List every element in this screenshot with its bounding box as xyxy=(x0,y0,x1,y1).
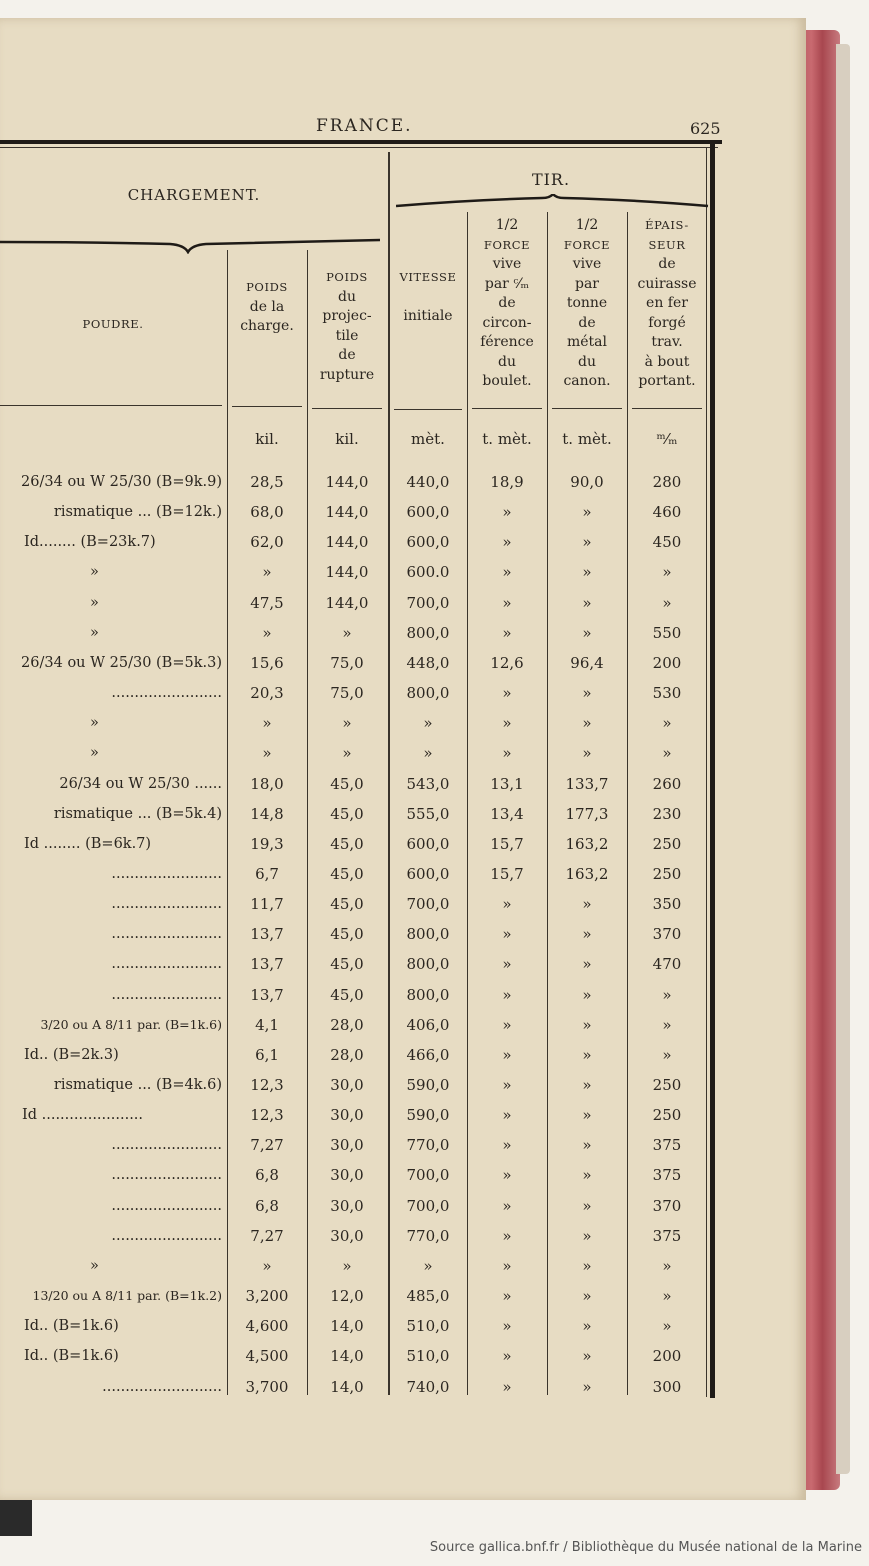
col-force-circonference-cell: » xyxy=(502,1076,512,1094)
col-poids-projectile-header-line: rupture xyxy=(319,366,375,383)
col-poids-charge-cell: 6,8 xyxy=(255,1196,279,1215)
col-vitesse-cell: 543,0 xyxy=(406,774,450,793)
col-poids-charge-cell: 12,3 xyxy=(250,1076,284,1094)
col-poids-projectile-header-line: projec- xyxy=(322,308,372,324)
table-right-frame-thin xyxy=(706,147,707,1397)
col-poudre-cell: 26/34 ou W 25/30 ...... xyxy=(59,775,222,792)
col-force-tonne-cell: » xyxy=(582,1015,592,1034)
col-vitesse-cell: 700,0 xyxy=(406,1196,450,1215)
col-vitesse-cell: 600,0 xyxy=(406,533,450,552)
header-underline xyxy=(472,408,542,409)
col-force-tonne-cell: 177,3 xyxy=(565,804,609,823)
col-vitesse-cell: 590,0 xyxy=(406,1106,450,1125)
group-header-chargement: CHARGEMENT. xyxy=(127,186,261,204)
unit-label: ᵐ⁄ₘ xyxy=(656,430,678,448)
col-poudre-cell: ........................ xyxy=(111,1137,222,1154)
col-poudre-cell: 13/20 ou A 8/11 par. (B=1k.2) xyxy=(32,1288,222,1304)
col-poudre-cell: Id........ (B=23k.7) xyxy=(24,534,156,551)
col-vitesse-cell: 600,0 xyxy=(406,834,450,853)
col-vitesse-cell: 800,0 xyxy=(406,955,450,974)
col-vitesse-cell: » xyxy=(423,714,433,733)
col-force-circonference-cell: » xyxy=(502,985,512,1004)
col-poids-projectile-cell: 30,0 xyxy=(330,1226,364,1245)
col-poids-projectile-header-line: tile xyxy=(335,327,359,344)
col-force-circonference-cell: » xyxy=(502,1136,512,1155)
table-top-rule xyxy=(0,140,722,144)
col-poudre-cell: » xyxy=(90,564,99,581)
col-poids-charge-header-line: POIDS xyxy=(246,280,288,294)
col-force-circonference-cell: » xyxy=(502,1287,512,1306)
col-vitesse-cell: 800,0 xyxy=(406,623,450,642)
col-epaisseur-cell: 300 xyxy=(652,1377,682,1396)
col-force-circonference-cell: » xyxy=(502,1347,512,1366)
col-poids-projectile-cell: 30,0 xyxy=(330,1136,364,1155)
col-force-circonference-header-line: vive xyxy=(492,256,522,272)
col-epaisseur-cell: » xyxy=(662,1287,672,1306)
col-epaisseur-header-line: de xyxy=(658,256,676,272)
col-force-circonference-cell: 15,7 xyxy=(490,834,524,853)
col-force-circonference-cell: 12,6 xyxy=(490,653,524,672)
col-epaisseur-cell: 230 xyxy=(652,804,682,823)
col-vitesse-cell: 800,0 xyxy=(406,985,450,1004)
col-vitesse-cell: 700,0 xyxy=(406,895,450,914)
col-force-tonne-cell: » xyxy=(582,985,592,1004)
col-poids-projectile-cell: 144,0 xyxy=(325,473,369,491)
col-epaisseur-cell: » xyxy=(662,1317,672,1336)
col-poudre-cell: Id ...................... xyxy=(22,1107,144,1124)
col-vitesse-cell: 700,0 xyxy=(406,593,450,612)
col-force-tonne-cell: » xyxy=(582,1317,592,1336)
col-poids-projectile-cell: » xyxy=(342,744,352,763)
col-epaisseur-header-line: portant. xyxy=(638,373,696,389)
header-underline xyxy=(312,408,382,409)
table-top-rule-thin xyxy=(0,147,718,148)
col-poudre-cell: » xyxy=(90,715,99,732)
col-force-circonference-cell: 13,4 xyxy=(490,804,524,823)
header-underline xyxy=(632,408,702,409)
col-vitesse-header-line: VITESSE xyxy=(399,270,457,284)
col-poids-projectile-cell: 14,0 xyxy=(330,1317,364,1336)
col-epaisseur-cell: 370 xyxy=(652,1196,682,1215)
col-poudre-cell: ........................ xyxy=(111,685,222,702)
col-poids-projectile-cell: 45,0 xyxy=(330,985,364,1004)
col-poids-charge-cell: 28,5 xyxy=(250,473,284,491)
col-poudre-cell: rismatique ... (B=5k.4) xyxy=(53,805,222,822)
col-force-circonference-header-line: 1/2 xyxy=(495,217,519,233)
col-force-circonference-cell: 18,9 xyxy=(490,473,524,491)
col-force-circonference-cell: » xyxy=(502,714,512,733)
col-poids-projectile-cell: 45,0 xyxy=(330,925,364,944)
col-force-circonference-cell: » xyxy=(502,1166,512,1185)
col-poudre-cell: ........................ xyxy=(111,865,222,882)
col-poids-charge-cell: 7,27 xyxy=(250,1136,284,1155)
col-poids-projectile-cell: 14,0 xyxy=(330,1377,364,1396)
col-force-tonne-cell: » xyxy=(582,714,592,733)
running-head: FRANCE. xyxy=(316,116,413,136)
col-epaisseur-cell: 250 xyxy=(652,1076,682,1094)
col-poudre-cell: Id.. (B=1k.6) xyxy=(24,1318,119,1335)
col-epaisseur-cell: » xyxy=(662,744,672,763)
col-poudre-cell: Id.. (B=2k.3) xyxy=(24,1046,119,1063)
col-poids-projectile-cell: 28,0 xyxy=(330,1015,364,1034)
col-vitesse-cell: 406,0 xyxy=(406,1015,450,1034)
col-poids-projectile-cell: » xyxy=(342,714,352,733)
col-force-circonference-cell: » xyxy=(502,533,512,552)
col-epaisseur-cell: » xyxy=(662,1015,672,1034)
col-poids-charge-cell: 15,6 xyxy=(250,653,284,672)
col-epaisseur-header-line: forgé xyxy=(648,314,686,331)
col-force-circonference-cell: » xyxy=(502,895,512,914)
col-poudre-cell: ........................ xyxy=(111,986,222,1003)
col-poudre-header xyxy=(0,315,226,335)
col-vitesse-header xyxy=(390,268,466,327)
col-poudre-cell: 26/34 ou W 25/30 (B=5k.3) xyxy=(21,654,222,671)
col-force-tonne-cell: » xyxy=(582,1226,592,1245)
col-epaisseur-cell: » xyxy=(662,714,672,733)
col-force-tonne-header-line: de xyxy=(578,314,596,331)
col-force-circonference-cell: » xyxy=(502,1196,512,1215)
col-poids-charge-cell: 6,8 xyxy=(255,1166,279,1185)
source-footer: Source gallica.bnf.fr / Bibliothèque du Musée national de la Marine xyxy=(429,1540,862,1555)
col-epaisseur-cell: 460 xyxy=(652,503,682,522)
brace-tir xyxy=(396,194,710,214)
col-vitesse-header-line: initiale xyxy=(403,308,453,324)
unit-label: t. mèt. xyxy=(482,430,532,448)
col-poids-charge-cell: » xyxy=(262,1256,272,1275)
col-poids-charge-header-line: de la xyxy=(249,298,285,315)
unit-label: kil. xyxy=(255,430,279,448)
col-epaisseur-header-line: ÉPAIS- xyxy=(645,218,689,232)
col-poids-charge-cell: 7,27 xyxy=(250,1226,284,1245)
col-force-circonference-cell: » xyxy=(502,503,512,522)
col-force-circonference-cell: » xyxy=(502,744,512,763)
col-epaisseur-header-line: à bout xyxy=(644,353,690,370)
col-poids-projectile-header-line: de xyxy=(338,347,356,363)
col-force-circonference-cell: » xyxy=(502,1377,512,1396)
col-poids-charge-cell: 13,7 xyxy=(250,985,284,1004)
col-force-circonference-cell: » xyxy=(502,1106,512,1125)
col-force-tonne-cell: » xyxy=(582,895,592,914)
col-poids-charge-header xyxy=(228,278,306,337)
col-epaisseur-cell: 375 xyxy=(652,1136,682,1155)
col-vitesse-cell: 510,0 xyxy=(406,1317,450,1336)
col-poudre-cell: ........................ xyxy=(111,1227,222,1244)
col-force-circonference-cell: » xyxy=(502,684,512,703)
col-poids-projectile-cell: 144,0 xyxy=(325,563,369,582)
col-poids-projectile-cell: 45,0 xyxy=(330,895,364,914)
col-poids-projectile-cell: 144,0 xyxy=(325,593,369,612)
col-epaisseur-cell: » xyxy=(662,985,672,1004)
col-epaisseur-cell: 375 xyxy=(652,1166,682,1185)
col-vitesse-header-line xyxy=(390,288,466,308)
col-vitesse-cell: 510,0 xyxy=(406,1347,450,1366)
col-force-tonne-header-line: FORCE xyxy=(563,237,611,252)
page-number: 625 xyxy=(690,119,721,138)
col-poids-charge-cell: 20,3 xyxy=(250,684,284,703)
col-poids-charge-cell: » xyxy=(262,744,272,763)
col-epaisseur-header-line: en fer xyxy=(646,295,688,311)
col-vitesse-cell: 555,0 xyxy=(406,804,450,823)
col-epaisseur-cell: » xyxy=(662,593,672,612)
col-poids-projectile-cell: 45,0 xyxy=(330,834,364,853)
unit-label: kil. xyxy=(335,430,359,448)
col-force-tonne-header xyxy=(548,216,626,392)
col-force-circonference-header-line: par ᶜ⁄ₘ xyxy=(484,275,530,292)
table-right-frame xyxy=(710,140,715,1398)
col-vitesse-cell: 770,0 xyxy=(406,1136,450,1155)
col-poudre-cell: .......................... xyxy=(102,1378,222,1395)
col-force-tonne-header-line: du xyxy=(578,353,596,370)
col-poids-charge-cell: 13,7 xyxy=(250,955,284,974)
col-poids-projectile-cell: 28,0 xyxy=(330,1045,364,1064)
col-poids-charge-cell: 12,3 xyxy=(250,1106,284,1125)
col-force-tonne-cell: » xyxy=(582,563,592,582)
col-force-circonference-cell: » xyxy=(502,623,512,642)
col-vitesse-cell: 448,0 xyxy=(406,653,450,672)
col-force-circonference-cell: » xyxy=(502,1015,512,1034)
col-force-tonne-cell: » xyxy=(582,1076,592,1094)
col-vitesse-cell: 600.0 xyxy=(406,563,450,582)
col-poudre-cell: » xyxy=(90,745,99,762)
col-force-tonne-cell: » xyxy=(582,503,592,522)
col-poids-charge-cell: 4,600 xyxy=(245,1317,289,1336)
col-poids-charge-cell: » xyxy=(262,623,272,642)
col-poids-projectile-header-line: POIDS xyxy=(326,270,368,284)
col-epaisseur-cell: 375 xyxy=(652,1226,682,1245)
col-force-tonne-cell: » xyxy=(582,744,592,763)
col-poids-charge-cell: 47,5 xyxy=(250,593,284,612)
col-force-circonference-cell: 15,7 xyxy=(490,864,524,883)
col-force-tonne-cell: 90,0 xyxy=(570,473,604,491)
col-poids-charge-cell: 11,7 xyxy=(250,895,284,914)
col-poids-projectile-cell: 75,0 xyxy=(330,684,364,703)
col-poids-charge-cell: 14,8 xyxy=(250,804,284,823)
col-poids-charge-cell: 18,0 xyxy=(250,774,284,793)
col-poids-charge-cell: 3,700 xyxy=(245,1377,289,1396)
col-epaisseur-cell: » xyxy=(662,1256,672,1275)
col-force-circonference-header-line: boulet. xyxy=(482,373,532,389)
col-force-circonference-cell: » xyxy=(502,593,512,612)
col-poids-projectile-cell: 45,0 xyxy=(330,864,364,883)
col-epaisseur-cell: 250 xyxy=(652,864,682,883)
header-underline xyxy=(232,406,302,407)
col-vitesse-cell: 485,0 xyxy=(406,1287,450,1306)
header-underline xyxy=(0,405,222,406)
col-poids-projectile-header-line: du xyxy=(338,288,356,305)
col-poudre-cell: » xyxy=(90,624,99,641)
col-vitesse-cell: 800,0 xyxy=(406,684,450,703)
col-epaisseur-header-line: trav. xyxy=(651,334,683,350)
col-force-tonne-cell: 133,7 xyxy=(565,774,609,793)
col-force-tonne-cell: » xyxy=(582,1045,592,1064)
col-poids-charge-cell: 13,7 xyxy=(250,925,284,944)
col-epaisseur-cell: 370 xyxy=(652,925,682,944)
col-force-circonference-header-line: FORCE xyxy=(483,237,531,252)
col-poids-projectile-cell: 12,0 xyxy=(330,1287,364,1306)
col-epaisseur-cell: 550 xyxy=(652,623,682,642)
col-force-tonne-cell: » xyxy=(582,623,592,642)
col-force-circonference-header xyxy=(468,216,546,392)
col-force-tonne-cell: » xyxy=(582,1166,592,1185)
col-poids-projectile-cell: 30,0 xyxy=(330,1166,364,1185)
col-poids-projectile-cell: 144,0 xyxy=(325,503,369,522)
col-vitesse-cell: 770,0 xyxy=(406,1226,450,1245)
col-poids-charge-cell: 6,7 xyxy=(255,864,279,883)
col-vitesse-cell: 600,0 xyxy=(406,864,450,883)
col-poudre-cell: ........................ xyxy=(111,1197,222,1214)
col-poids-projectile-cell: 14,0 xyxy=(330,1347,364,1366)
col-epaisseur-cell: 470 xyxy=(652,955,682,974)
col-epaisseur-cell: 280 xyxy=(652,473,682,491)
col-poids-projectile-cell: » xyxy=(342,623,352,642)
col-poudre-cell: Id.. (B=1k.6) xyxy=(24,1348,119,1365)
col-epaisseur-header xyxy=(628,216,706,392)
col-force-tonne-header-line: métal xyxy=(566,334,607,350)
col-poids-charge-cell: 4,500 xyxy=(245,1347,289,1366)
col-force-circonference-cell: » xyxy=(502,1256,512,1275)
col-epaisseur-cell: 200 xyxy=(652,1347,682,1366)
col-poids-charge-cell: 62,0 xyxy=(250,533,284,552)
col-force-tonne-cell: » xyxy=(582,1347,592,1366)
col-epaisseur-cell: » xyxy=(662,563,672,582)
col-force-tonne-cell: » xyxy=(582,1377,592,1396)
col-poudre-cell: » xyxy=(90,1257,99,1274)
col-force-circonference-header-line: de xyxy=(498,295,516,311)
col-poudre-cell: ........................ xyxy=(111,956,222,973)
col-force-tonne-cell: 163,2 xyxy=(565,864,609,883)
col-force-tonne-header-line: tonne xyxy=(566,295,608,311)
col-force-tonne-header-line: vive xyxy=(572,256,602,272)
col-force-tonne-cell: » xyxy=(582,593,592,612)
col-force-tonne-cell: 163,2 xyxy=(565,834,609,853)
col-poids-charge-cell: 4,1 xyxy=(255,1015,279,1034)
header-underline xyxy=(552,408,622,409)
col-epaisseur-cell: 250 xyxy=(652,1106,682,1125)
col-epaisseur-header-line: cuirasse xyxy=(637,275,697,292)
col-force-circonference-cell: » xyxy=(502,955,512,974)
col-force-tonne-cell: » xyxy=(582,1256,592,1275)
col-poudre-cell: 3/20 ou A 8/11 par. (B=1k.6) xyxy=(40,1016,222,1032)
col-poids-projectile-cell: 45,0 xyxy=(330,955,364,974)
col-poids-charge-cell: » xyxy=(262,563,272,582)
col-poids-projectile-cell: 45,0 xyxy=(330,804,364,823)
col-poudre-cell: ........................ xyxy=(111,926,222,943)
col-poids-charge-cell: 68,0 xyxy=(250,503,284,522)
col-poudre-cell: » xyxy=(90,594,99,611)
col-poudre-cell: 26/34 ou W 25/30 (B=9k.9) xyxy=(21,474,222,490)
col-epaisseur-cell: 260 xyxy=(652,774,682,793)
col-poudre-cell: rismatique ... (B=4k.6) xyxy=(53,1077,222,1093)
col-epaisseur-cell: 530 xyxy=(652,684,682,703)
group-header-tir: TIR. xyxy=(531,170,571,189)
unit-label: mèt. xyxy=(411,430,445,448)
col-poids-charge-header-line: charge. xyxy=(240,318,294,334)
col-vitesse-cell: » xyxy=(423,744,433,763)
col-vitesse-cell: 600,0 xyxy=(406,503,450,522)
col-force-circonference-cell: » xyxy=(502,1045,512,1064)
col-force-circonference-cell: 13,1 xyxy=(490,774,524,793)
col-epaisseur-cell: » xyxy=(662,1045,672,1064)
col-poudre-cell: ........................ xyxy=(111,1167,222,1184)
brace-chargement xyxy=(0,230,388,254)
col-force-circonference-cell: » xyxy=(502,1226,512,1245)
col-force-tonne-cell: » xyxy=(582,1136,592,1155)
col-force-tonne-cell: » xyxy=(582,1106,592,1125)
col-poids-projectile-cell: 45,0 xyxy=(330,774,364,793)
col-vitesse-cell: 800,0 xyxy=(406,925,450,944)
col-epaisseur-cell: 350 xyxy=(652,895,682,914)
col-poids-projectile-header xyxy=(308,268,386,385)
col-force-tonne-header-line: par xyxy=(574,275,599,292)
col-poids-charge-cell: » xyxy=(262,714,272,733)
col-force-tonne-cell: » xyxy=(582,955,592,974)
col-poids-projectile-cell: 144,0 xyxy=(325,533,369,552)
col-vitesse-cell: 740,0 xyxy=(406,1377,450,1396)
col-force-circonference-header-line: du xyxy=(498,353,516,370)
col-force-circonference-cell: » xyxy=(502,925,512,944)
col-vitesse-cell: 590,0 xyxy=(406,1076,450,1094)
header-underline xyxy=(394,409,462,410)
col-poudre-header-line: POUDRE. xyxy=(82,317,144,331)
col-poudre-cell: ........................ xyxy=(111,896,222,913)
col-force-tonne-header-line: canon. xyxy=(563,373,611,389)
col-poids-projectile-cell: 75,0 xyxy=(330,653,364,672)
col-poids-projectile-cell: » xyxy=(342,1256,352,1275)
col-poids-charge-cell: 6,1 xyxy=(255,1045,279,1064)
col-poudre-cell: rismatique ... (B=12k.) xyxy=(53,504,222,521)
col-poids-charge-cell: 19,3 xyxy=(250,834,284,853)
col-vitesse-cell: 466,0 xyxy=(406,1045,450,1064)
col-force-tonne-cell: » xyxy=(582,533,592,552)
col-vitesse-cell: 700,0 xyxy=(406,1166,450,1185)
col-force-circonference-header-line: circon- xyxy=(482,314,532,331)
col-vitesse-cell: 440,0 xyxy=(406,473,450,491)
col-poudre-cell: Id ........ (B=6k.7) xyxy=(24,835,152,852)
col-force-tonne-cell: » xyxy=(582,684,592,703)
col-force-circonference-cell: » xyxy=(502,563,512,582)
col-force-tonne-cell: 96,4 xyxy=(570,653,604,672)
col-force-tonne-cell: » xyxy=(582,1287,592,1306)
col-epaisseur-cell: 450 xyxy=(652,533,682,552)
col-poids-projectile-cell: 30,0 xyxy=(330,1106,364,1125)
col-force-tonne-cell: » xyxy=(582,925,592,944)
col-poids-projectile-cell: 30,0 xyxy=(330,1196,364,1215)
col-force-circonference-header-line: férence xyxy=(480,334,534,350)
col-force-tonne-header-line: 1/2 xyxy=(575,217,599,233)
unit-label: t. mèt. xyxy=(562,430,612,448)
col-force-tonne-cell: » xyxy=(582,1196,592,1215)
col-poids-charge-cell: 3,200 xyxy=(245,1287,289,1306)
col-epaisseur-header-line: SEUR xyxy=(648,237,686,252)
col-epaisseur-cell: 250 xyxy=(652,834,682,853)
col-force-circonference-cell: » xyxy=(502,1317,512,1336)
col-poids-projectile-cell: 30,0 xyxy=(330,1076,364,1094)
col-vitesse-cell: » xyxy=(423,1256,433,1275)
col-epaisseur-cell: 200 xyxy=(652,653,682,672)
